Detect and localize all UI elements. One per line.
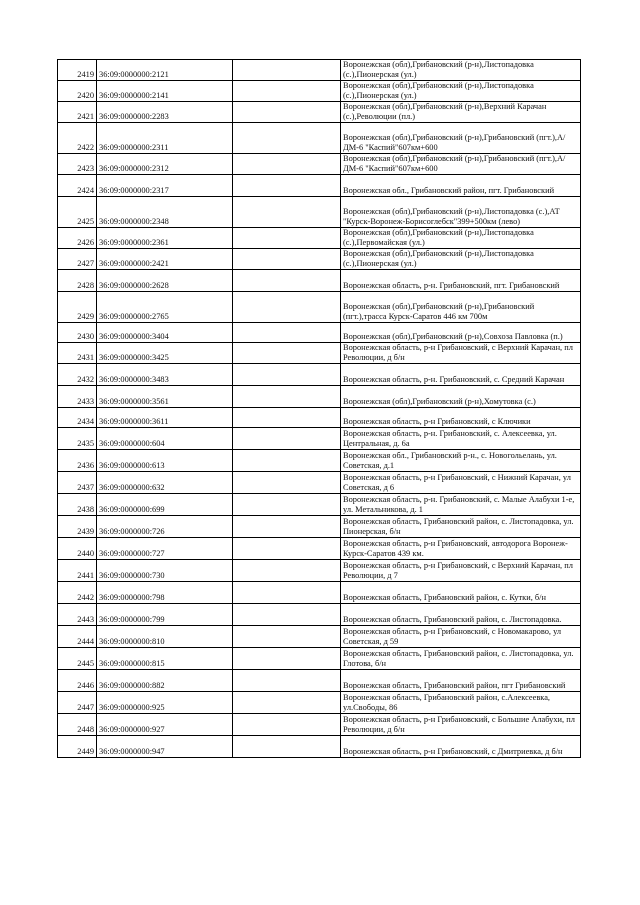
empty-cell [233,249,341,270]
row-number: 2427 [58,249,97,270]
row-number: 2432 [58,364,97,386]
table-row [58,386,581,408]
cadastral-number: 36:09:0000000:2312 [97,154,233,175]
empty-cell [233,197,341,228]
table-row [58,494,581,516]
row-number: 2442 [58,582,97,604]
address-cell: Воронежская область, р-н. Грибановский, с. Алексеевка, ул. Центральная, д. 6а [341,428,581,450]
table-row [58,408,581,428]
row-number: 2434 [58,408,97,428]
address-cell: Воронежская область, Грибановский район, с. Листопадовка, ул. Глотова, б/н [341,648,581,670]
row-number: 2430 [58,323,97,343]
row-number: 2446 [58,670,97,692]
empty-cell [233,736,341,758]
address-cell: Воронежская (обл),Грибановский (р-н),Листопадовка (с.),Пионерская (ул.) [341,81,581,102]
cadastral-number: 36:09:0000000:632 [97,472,233,494]
row-number: 2423 [58,154,97,175]
table-row [58,60,581,81]
table-row [58,123,581,154]
empty-cell [233,538,341,560]
table-row [58,560,581,582]
row-number: 2428 [58,270,97,292]
address-cell: Воронежская область, р-н. Грибановский, с. Средний Карачан [341,364,581,386]
row-number: 2443 [58,604,97,626]
cadastral-number: 36:09:0000000:947 [97,736,233,758]
cadastral-number: 36:09:0000000:2317 [97,175,233,197]
empty-cell [233,692,341,714]
address-cell: Воронежская (обл),Грибановский (р-н),Верхний Карачан (с.),Революции (пл.) [341,102,581,123]
cadastral-number: 36:09:0000000:730 [97,560,233,582]
cadastral-number: 36:09:0000000:604 [97,428,233,450]
address-cell: Воронежская область, Грибановский район, с.Алексеевка, ул.Свободы, 86 [341,692,581,714]
cadastral-number: 36:09:0000000:3611 [97,408,233,428]
address-cell: Воронежская (обл),Грибановский (р-н),Грибановский (пгт.),А/ДМ-6 "Каспий"607км+600 [341,123,581,154]
row-number: 2421 [58,102,97,123]
address-cell: Воронежская область, Грибановский район, с. Листопадовка, ул. Пионерская, б/н [341,516,581,538]
table-row [58,270,581,292]
empty-cell [233,560,341,582]
address-cell: Воронежская область, р-н Грибановский, с Верхний Карачан, пл Революции, д 7 [341,560,581,582]
cadastral-number: 36:09:0000000:2121 [97,60,233,81]
row-number: 2445 [58,648,97,670]
address-cell: Воронежская область, Грибановский район, с. Кутки, б/н [341,582,581,604]
empty-cell [233,81,341,102]
table-row [58,626,581,648]
empty-cell [233,270,341,292]
cadastral-number: 36:09:0000000:2141 [97,81,233,102]
empty-cell [233,450,341,472]
cadastral-number: 36:09:0000000:726 [97,516,233,538]
row-number: 2444 [58,626,97,648]
cadastral-number: 36:09:0000000:727 [97,538,233,560]
empty-cell [233,60,341,81]
empty-cell [233,648,341,670]
table-row [58,323,581,343]
address-cell: Воронежская (обл),Грибановский (р-н),Совхоза Павловка (п.) [341,323,581,343]
address-cell: Воронежская (обл),Грибановский (р-н),Листопадовка (с.),Пионерская (ул.) [341,249,581,270]
row-number: 2435 [58,428,97,450]
table-row [58,516,581,538]
empty-cell [233,714,341,736]
address-cell: Воронежская область, р-н Грибановский, с Верхний Карачан, пл Революции, д б/н [341,343,581,364]
empty-cell [233,343,341,364]
table-row [58,343,581,364]
cadastral-number: 36:09:0000000:699 [97,494,233,516]
address-cell: Воронежская область, Грибановский район, пгт Грибановский [341,670,581,692]
table-row [58,197,581,228]
row-number: 2449 [58,736,97,758]
row-number: 2419 [58,60,97,81]
row-number: 2437 [58,472,97,494]
address-cell: Воронежская (обл),Грибановский (р-н),Листопадовка (с.),Первомайская (ул.) [341,228,581,249]
row-number: 2438 [58,494,97,516]
empty-cell [233,364,341,386]
row-number: 2422 [58,123,97,154]
table-row [58,102,581,123]
empty-cell [233,494,341,516]
cadastral-number: 36:09:0000000:3404 [97,323,233,343]
row-number: 2439 [58,516,97,538]
row-number: 2447 [58,692,97,714]
row-number: 2420 [58,81,97,102]
empty-cell [233,123,341,154]
address-cell: Воронежская область, р-н. Грибановский, с. Малые Алабухи 1-е, ул. Метальникова, д. 1 [341,494,581,516]
cadastral-number: 36:09:0000000:2348 [97,197,233,228]
table-row [58,648,581,670]
row-number: 2440 [58,538,97,560]
table-row [58,249,581,270]
cadastral-number: 36:09:0000000:2311 [97,123,233,154]
empty-cell [233,604,341,626]
empty-cell [233,670,341,692]
cadastral-number: 36:09:0000000:882 [97,670,233,692]
address-cell: Воронежская область, р-н Грибановский, с Дмитриевка, д б/н [341,736,581,758]
cadastral-number: 36:09:0000000:2283 [97,102,233,123]
table-row [58,428,581,450]
empty-cell [233,323,341,343]
address-cell: Воронежская область, р-н Грибановский, с Большие Алабухи, пл Революции, д б/н [341,714,581,736]
table-row [58,472,581,494]
address-cell: Воронежская обл., Грибановский район, пгт. Грибановский [341,175,581,197]
address-cell: Воронежская (обл),Грибановский (р-н),Грибановский (пгт.),А/ДМ-6 "Каспий"607км+600 [341,154,581,175]
address-cell: Воронежская область, Грибановский район, с. Листопадовка. [341,604,581,626]
empty-cell [233,154,341,175]
empty-cell [233,428,341,450]
table-row [58,714,581,736]
empty-cell [233,386,341,408]
empty-cell [233,516,341,538]
empty-cell [233,408,341,428]
row-number: 2441 [58,560,97,582]
row-number: 2425 [58,197,97,228]
address-cell: Воронежская (обл),Грибановский (р-н),Листопадовка (с.),АТ "Курск-Воронеж-Борисоглебск"399+500км (лево) [341,197,581,228]
cadastral-number: 36:09:0000000:815 [97,648,233,670]
table-row [58,364,581,386]
row-number: 2424 [58,175,97,197]
table-row [58,175,581,197]
empty-cell [233,292,341,323]
empty-cell [233,472,341,494]
row-number: 2426 [58,228,97,249]
row-number: 2429 [58,292,97,323]
address-cell: Воронежская обл., Грибановский р-н., с. Новогольелань, ул. Советская, д.1 [341,450,581,472]
empty-cell [233,102,341,123]
cadastral-number: 36:09:0000000:613 [97,450,233,472]
cadastral-number: 36:09:0000000:2628 [97,270,233,292]
cadastral-number: 36:09:0000000:2421 [97,249,233,270]
cadastral-number: 36:09:0000000:798 [97,582,233,604]
row-number: 2448 [58,714,97,736]
empty-cell [233,582,341,604]
cadastral-number: 36:09:0000000:2765 [97,292,233,323]
table-row [58,450,581,472]
row-number: 2436 [58,450,97,472]
address-cell: Воронежская область, р-н Грибановский, с Ключики [341,408,581,428]
registry-table-body [58,60,581,758]
table-row [58,154,581,175]
cadastral-number: 36:09:0000000:927 [97,714,233,736]
address-cell: Воронежская область, р-н Грибановский, с Новомакарово, ул Советская, д 59 [341,626,581,648]
cadastral-number: 36:09:0000000:3561 [97,386,233,408]
registry-table [57,59,581,758]
row-number: 2431 [58,343,97,364]
table-row [58,538,581,560]
address-cell: Воронежская область, р-н Грибановский, автодорога Воронеж-Курск-Саратов 439 км. [341,538,581,560]
cadastral-number: 36:09:0000000:810 [97,626,233,648]
cadastral-number: 36:09:0000000:799 [97,604,233,626]
row-number: 2433 [58,386,97,408]
empty-cell [233,626,341,648]
cadastral-number: 36:09:0000000:925 [97,692,233,714]
table-row [58,692,581,714]
empty-cell [233,228,341,249]
table-row [58,228,581,249]
address-cell: Воронежская (обл),Грибановский (р-н),Грибановский (пгт.),трасса Курск-Саратов 446 км 700м [341,292,581,323]
table-row [58,81,581,102]
table-row [58,292,581,323]
cadastral-number: 36:09:0000000:3425 [97,343,233,364]
address-cell: Воронежская (обл),Грибановский (р-н),Листопадовка (с.),Пионерская (ул.) [341,60,581,81]
address-cell: Воронежская область, р-н Грибановский, с Нижний Карачан, ул Советская, д 6 [341,472,581,494]
table-row [58,604,581,626]
address-cell: Воронежская область, р-н. Грибановский, пгт. Грибановский [341,270,581,292]
table-row [58,670,581,692]
table-row [58,582,581,604]
address-cell: Воронежская (обл),Грибановский (р-н),Хомутовка (с.) [341,386,581,408]
cadastral-number: 36:09:0000000:2361 [97,228,233,249]
table-row [58,736,581,758]
cadastral-number: 36:09:0000000:3483 [97,364,233,386]
empty-cell [233,175,341,197]
